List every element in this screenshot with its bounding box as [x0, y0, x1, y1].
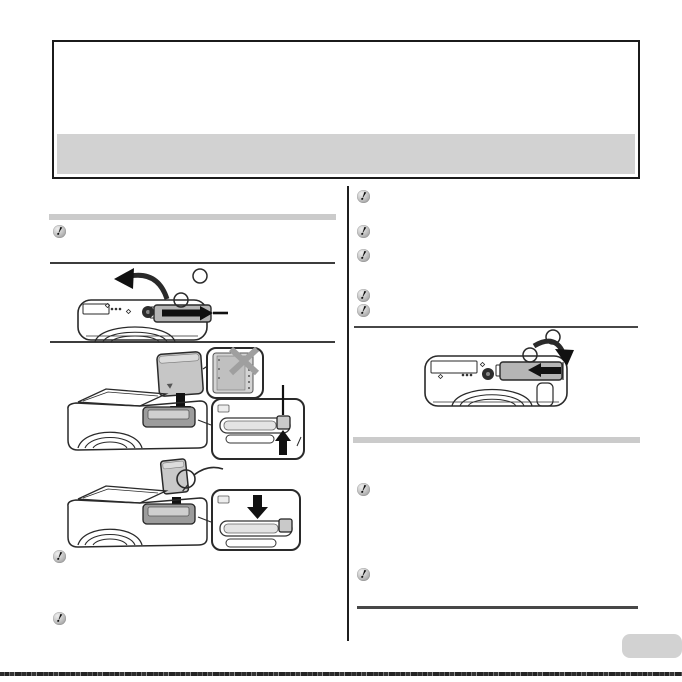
caution-icon: !	[53, 225, 66, 238]
camera-close-cover-illustration	[353, 330, 583, 410]
right-section-bar	[353, 437, 640, 443]
left-rule-top	[50, 262, 335, 264]
notice-box	[52, 40, 640, 179]
caution-icon: !	[357, 190, 370, 203]
card-slot-inset	[212, 490, 300, 550]
left-section-bar	[49, 214, 336, 220]
footer-microprint	[0, 672, 682, 676]
column-divider	[347, 186, 349, 641]
caution-icon: !	[53, 550, 66, 563]
right-rule-top	[354, 326, 638, 328]
highlight-bar	[57, 134, 635, 174]
caution-icon: !	[357, 249, 370, 262]
right-rule-bottom	[357, 606, 638, 609]
caution-icon: !	[357, 289, 370, 302]
battery-card-insertion-illustration	[50, 345, 335, 560]
camera-open-cover-illustration	[50, 265, 335, 342]
memory-card	[160, 459, 188, 494]
battery	[157, 352, 204, 397]
page-number-tab	[622, 634, 682, 658]
caution-icon: !	[357, 483, 370, 496]
caution-icon: !	[357, 304, 370, 317]
caution-icon: !	[357, 568, 370, 581]
caution-icon: !	[357, 225, 370, 238]
caution-icon: !	[53, 612, 66, 625]
wrong-orientation-inset	[207, 348, 263, 398]
